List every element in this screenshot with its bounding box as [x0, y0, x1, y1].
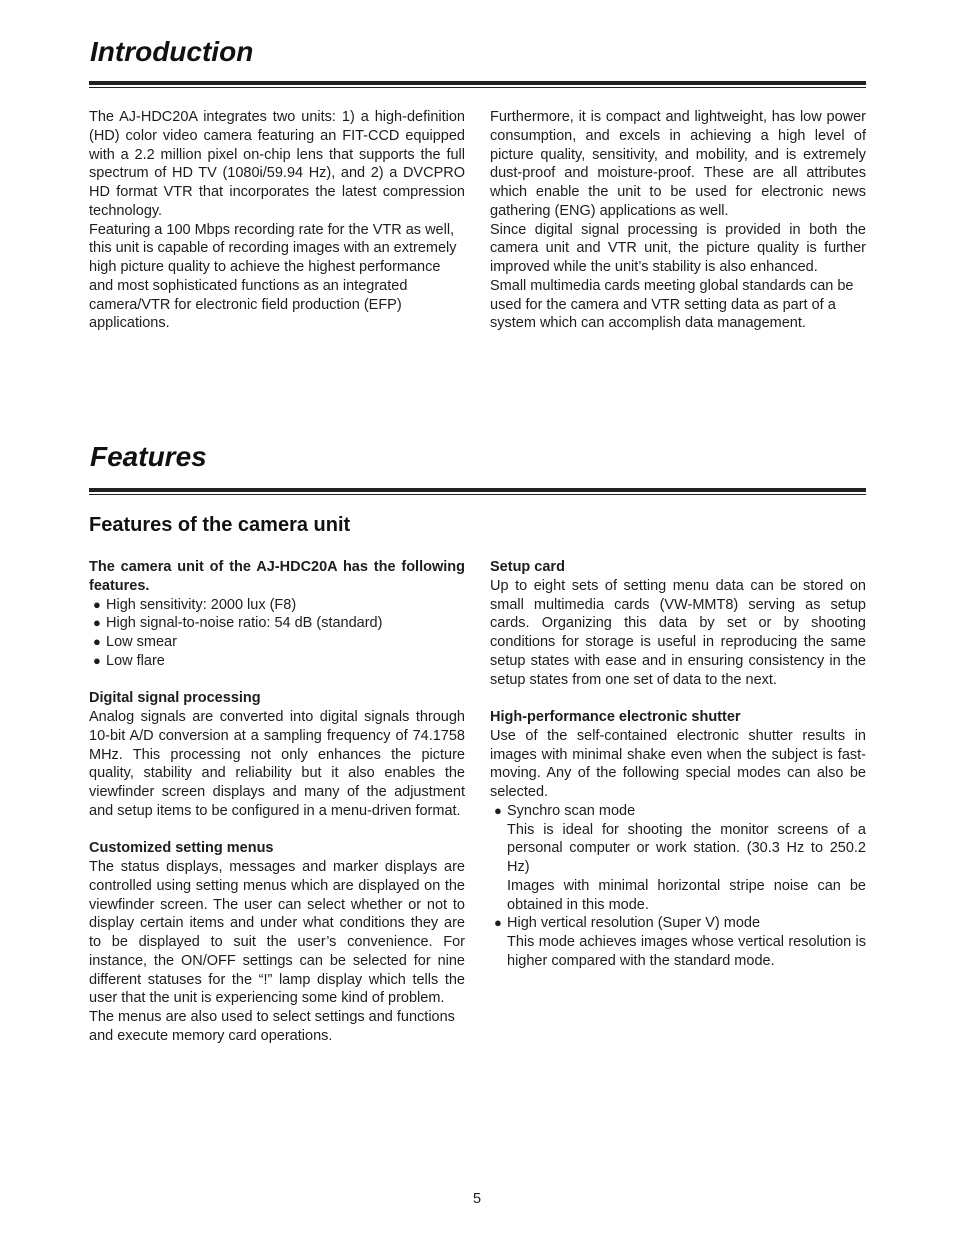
shutter-body: Use of the self-contained electronic shutter results in images with minimal shake even when the subject is fast-moving. Any of the following special modes can also be selected. [490, 727, 866, 800]
introduction-right-column [490, 108, 866, 333]
list-item: ● Synchro scan mode [494, 802, 636, 819]
menus-body-1: The status displays, messages and marker displays are controlled using setting menus which are displayed on the viewfinder screen. The user can select whether or not to display certain items and under what conditions they are to be displayed to suit the user’s convenience. For instance, the ON/OFF settings can be selected for nine different statuses for the “!” lamp display which tells the user that the unit is experiencing some kind of problem. [89, 859, 465, 1007]
list-item: ● Low smear [93, 634, 177, 650]
features-bullet-list [89, 596, 465, 671]
synchro-scan-desc-2: Images with minimal horizontal stripe noise can be obtained in this mode. [507, 877, 866, 913]
menus-heading: Customized setting menus [89, 840, 274, 857]
intro-paragraph-2: Featuring a 100 Mbps recording rate for the VTR as well, this unit is capable of recording images with an extremely high picture quality to achieve the highest performance and most sophisticated functions as an integrated camera/VTR for electronic field production (EFP) applications. [89, 221, 457, 332]
intro-paragraph-5: Small multimedia cards meeting global standards can be used for the camera and VTR setting data as part of a system which can accomplish data management. [490, 277, 854, 332]
list-item: ● High signal-to-noise ratio: 54 dB (standard) [93, 615, 383, 632]
setup-card-body: Up to eight sets of setting menu data can be stored on small multimedia cards (VW-MMT8) serving as setup cards. Organizing this data by set or by shooting conditions for storage is useful in reproducing the same setup states with ease and in ensuring consistency in the setup states from one set of data to the next. [490, 577, 866, 688]
shutter-mode-list-2 [490, 914, 866, 933]
bullet-icon: ● [93, 652, 101, 668]
features-rule [89, 488, 866, 492]
features-intro-heading: The camera unit of the AJ-HDC20A has the following features. [89, 559, 465, 594]
features-title: Features [90, 441, 207, 472]
introduction-title: Introduction [90, 36, 254, 67]
page-number: 5 [472, 1191, 482, 1207]
dsp-body: Analog signals are converted into digital signals through 10-bit A/D conversion at a sampling frequency of 74.1758 MHz. This processing not only enhances the picture quality, stability and reliability but it also enables the viewfinder screen displays and many of the adjustment and setup items to be configured in a menu-driven format. [89, 709, 465, 819]
shutter-heading: High-performance electronic shutter [490, 709, 741, 725]
camera-unit-subtitle: Features of the camera unit [89, 514, 351, 536]
bullet-icon: ● [93, 615, 101, 631]
bullet-icon: ● [494, 915, 502, 931]
list-item: ● High sensitivity: 2000 lux (F8) [93, 596, 297, 613]
list-item: ● High vertical resolution (Super V) mode [494, 915, 761, 932]
introduction-left-column [89, 108, 465, 333]
shutter-mode-list [490, 802, 866, 821]
bullet-icon: ● [494, 802, 502, 818]
features-right-column [490, 558, 866, 971]
setup-card-heading: Setup card [490, 559, 565, 575]
list-item: ● Low flare [93, 652, 165, 669]
synchro-scan-desc-1: This is ideal for shooting the monitor screens of a personal computer or work station. (30.3 Hz to 250.2 Hz) [507, 821, 866, 875]
introduction-rule [89, 81, 866, 85]
menus-body-2: The menus are also used to select settings and functions and execute memory card operations. [89, 1009, 455, 1044]
super-v-desc: This mode achieves images whose vertical resolution is higher compared with the standard mode. [507, 934, 866, 969]
intro-paragraph-4: Since digital signal processing is provided in both the camera unit and VTR unit, the picture quality is further improved while the unit’s stability is also enhanced. [490, 221, 866, 275]
bullet-icon: ● [93, 634, 101, 649]
bullet-icon: ● [93, 596, 101, 612]
intro-paragraph-1: The AJ-HDC20A integrates two units: 1) a high-definition (HD) color video camera featuring an FIT-CCD equipped with a 2.2 million pixel on-chip lens that supports the full spectrum of HD TV (1080i/59.94 Hz), and 2) a DVCPRO HD format VTR that incorporates the latest compression technology. [89, 109, 465, 219]
dsp-heading: Digital signal processing [89, 690, 261, 707]
features-left-column [89, 558, 465, 1046]
intro-paragraph-3: Furthermore, it is compact and lightweight, has low power consumption, and excels in achieving a high level of picture quality, sensitivity, and mobility, and is extremely dust-proof and moisture-proof. These are all attributes which enable the unit to be used for electronic news gathering (ENG) applications as well. [490, 109, 866, 219]
